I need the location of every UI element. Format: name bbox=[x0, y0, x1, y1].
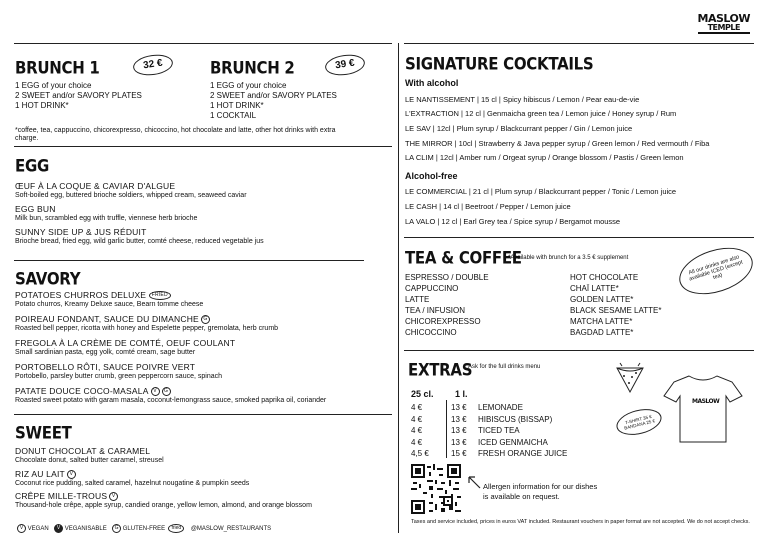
item-name: SUNNY SIDE UP & JUS RÉDUIT bbox=[15, 227, 147, 237]
item-name-row bbox=[15, 491, 395, 501]
footer-note: Taxes and service included, prices in euros VAT included. Restaurant vouchers in paper format are not accepted. We do not accept checks. bbox=[411, 519, 750, 525]
sweet-divider bbox=[14, 414, 392, 415]
list-item: TEA / INFUSION bbox=[405, 306, 466, 315]
item-desc: Potato churros, Kreamy Deluxe sauce, Bearn tomme cheese bbox=[15, 301, 204, 309]
list-item bbox=[15, 204, 390, 227]
egg-list bbox=[15, 181, 390, 250]
list-item bbox=[15, 469, 395, 491]
item-desc: Roasted bell pepper, ricotta with honey and Espelette pepper, gremolata, herb crumb bbox=[15, 325, 279, 333]
allergen-note: Allergen information for our dishes is available on request. bbox=[483, 482, 598, 501]
table-row bbox=[411, 425, 567, 437]
tea-note: *Available with brunch for a 3.5 € supplement bbox=[508, 255, 629, 261]
tea-right-list bbox=[570, 272, 661, 338]
item-name: RIZ AU LAIT bbox=[15, 469, 65, 479]
list-item bbox=[15, 181, 390, 204]
brunch1-lines bbox=[15, 81, 142, 111]
list-item bbox=[15, 446, 395, 469]
item-desc: Brioche bread, fried egg, wild garlic butter, comté cheese, reduced vegetable jus bbox=[15, 238, 264, 245]
list-item bbox=[15, 338, 395, 362]
instagram-handle: @MASLOW_RESTAURANTS bbox=[190, 526, 272, 533]
brunch2-title: BRUNCH 2 bbox=[210, 58, 295, 78]
cocktail-item: THE MIRROR | 10cl | Strawberry & Java pepper syrup / Green lemon / Red vermouth / Fiba bbox=[405, 139, 710, 148]
item-desc: Portobello, parsley butter crumb, green peppercorn sauce, spinach bbox=[15, 373, 223, 380]
alcohol-free-label: Alcohol-free bbox=[405, 171, 458, 181]
list-item bbox=[15, 386, 395, 410]
item-name: DONUT CHOCOLAT & CARAMEL bbox=[15, 446, 151, 456]
iced-stamp-text: All our drinks are also available ICED (except tea) bbox=[688, 254, 744, 283]
small-price: 4 € bbox=[411, 426, 423, 435]
list-item: BAGDAD LATTE* bbox=[570, 328, 634, 337]
item-name: FREGOLA À LA CRÈME DE COMTÉ, OEUF COULANT bbox=[15, 338, 236, 348]
cocktail-item: LE SAV | 12cl | Plum syrup / Blackcurrant pepper / Gin / Lemon juice bbox=[405, 124, 633, 133]
qr-code bbox=[411, 464, 461, 514]
small-price: 4 € bbox=[411, 414, 423, 424]
veganisable-icon: V bbox=[54, 524, 63, 533]
with-alcohol-label: With alcohol bbox=[405, 78, 459, 88]
item-desc: Small sardinian pasta, egg yolk, comté cream, sage butter bbox=[15, 349, 196, 356]
cocktail-item: LA VALO | 12 cl | Earl Grey tea / Spice syrup / Bergamot mousse bbox=[405, 217, 621, 226]
large-price: 13 € bbox=[451, 426, 467, 435]
extras-note: Ask for the full drinks menu bbox=[468, 364, 541, 370]
item-desc: Thousand-hole crêpe, apple syrup, candied orange, yellow lemon, almond, and orange blossom bbox=[15, 502, 312, 510]
fried-badge: fried bbox=[168, 524, 184, 533]
large-price: 15 € bbox=[451, 449, 467, 458]
large-price: 13 € bbox=[451, 437, 467, 447]
item-name: PORTOBELLO RÔTI, SAUCE POIVRE VERT bbox=[15, 362, 196, 372]
list-item: CHICOCCINO bbox=[405, 328, 457, 337]
list-item bbox=[15, 491, 395, 513]
gluten-free-icon: G bbox=[112, 524, 121, 533]
large-price: 13 € bbox=[451, 403, 467, 412]
vegan-icon: V bbox=[109, 492, 118, 501]
legend-vegan: VEGAN bbox=[27, 526, 49, 533]
brunch1-line: 1 HOT DRINK* bbox=[15, 101, 69, 110]
list-item: CHAÏ LATTE* bbox=[570, 284, 619, 293]
extras-divider bbox=[404, 350, 754, 351]
sweet-list bbox=[15, 446, 395, 513]
extras-title: EXTRAS bbox=[408, 360, 473, 380]
small-price: 4 € bbox=[411, 437, 423, 447]
savory-list bbox=[15, 290, 395, 410]
item-name: CRÊPE MILLE-TROUS bbox=[15, 491, 108, 501]
list-item: CHICOREXPRESSO bbox=[405, 317, 481, 326]
table-row bbox=[411, 414, 567, 426]
cocktails-title: SIGNATURE COCKTAILS bbox=[405, 54, 594, 74]
savory-divider bbox=[14, 260, 364, 261]
table-row bbox=[411, 448, 567, 460]
list-item: BLACK SESAME LATTE* bbox=[570, 306, 662, 315]
brunch2-line: 1 HOT DRINK* bbox=[210, 101, 264, 110]
top-divider-left bbox=[14, 43, 392, 44]
egg-title: EGG bbox=[15, 156, 49, 176]
list-item bbox=[15, 227, 390, 250]
item-name-row bbox=[15, 314, 395, 324]
large-price: 13 € bbox=[451, 414, 467, 424]
merch-label: T-SHIRT 35 € BANDANA 25 € bbox=[623, 413, 656, 431]
list-item: ESPRESSO / DOUBLE bbox=[405, 273, 489, 282]
small-price: 4,5 € bbox=[411, 449, 429, 458]
savory-title: SAVORY bbox=[15, 269, 81, 289]
arrow-icon bbox=[466, 474, 482, 490]
legend-veganisable: VEGANISABLE bbox=[64, 526, 107, 533]
item-desc: Milk bun, scrambled egg with truffle, viennese herb brioche bbox=[15, 215, 198, 222]
brunch-note: *coffee, tea, cappuccino, chicorexpresso, chicoccino, hot chocolate and latte, other hot drinks with extra charge. bbox=[15, 127, 336, 142]
sweet-title: SWEET bbox=[15, 423, 72, 443]
item-desc: Chocolate donut, salted butter caramel, streusel bbox=[15, 457, 164, 464]
item-name: POIREAU FONDANT, SAUCE DU DIMANCHE bbox=[15, 314, 199, 324]
table-row bbox=[411, 402, 567, 414]
drink-name: FRESH ORANGE JUICE bbox=[478, 449, 568, 458]
merch-oval bbox=[614, 405, 664, 439]
extras-col1-header: 25 cl. bbox=[411, 389, 434, 399]
tea-title: TEA & COFFEE bbox=[405, 248, 522, 268]
list-item bbox=[15, 314, 395, 338]
vegan-icon: V bbox=[151, 387, 160, 396]
item-name-row bbox=[15, 386, 395, 396]
brunch2-price: 39 € bbox=[324, 52, 366, 77]
legend-gluten: GLUTEN-FREE bbox=[122, 526, 166, 533]
top-divider-right bbox=[404, 43, 754, 44]
list-item: LATTE bbox=[405, 295, 430, 304]
vegan-icon: V bbox=[17, 524, 26, 533]
item-name: ŒUF À LA COQUE & CAVIAR D'ALGUE bbox=[15, 181, 176, 191]
drink-name: LEMONADE bbox=[478, 403, 523, 412]
table-row bbox=[411, 437, 567, 449]
cocktail-item: LA CLIM | 12cl | Amber rum / Orgeat syrup / Orange blossom / Pastis / Green lemon bbox=[405, 153, 684, 162]
brunch1-line: 1 EGG of your choice bbox=[15, 81, 92, 90]
item-name-row bbox=[15, 469, 395, 479]
tshirt-icon bbox=[662, 372, 744, 444]
list-item bbox=[15, 290, 395, 314]
cocktail-item: LE CASH | 14 cl | Beetroot / Pepper / Lemon juice bbox=[405, 202, 571, 211]
logo-line2: TEMPLE bbox=[698, 23, 750, 34]
item-name: PATATE DOUCE COCO-MASALA bbox=[15, 386, 149, 396]
brunch2-line: 1 COCKTAIL bbox=[210, 111, 257, 120]
brunch2-lines bbox=[210, 81, 337, 121]
tshirt-print: MASLOW bbox=[692, 398, 720, 405]
cocktail-item: LE COMMERCIAL | 21 cl | Plum syrup / Blackcurrant pepper / Tonic / Lemon juice bbox=[405, 187, 677, 196]
legend bbox=[15, 524, 271, 533]
tea-left-list bbox=[405, 272, 489, 338]
center-divider bbox=[398, 43, 399, 533]
egg-divider bbox=[14, 146, 392, 147]
gluten-free-icon: G bbox=[201, 315, 210, 324]
bandana-icon bbox=[612, 362, 648, 396]
list-item: HOT CHOCOLATE bbox=[570, 273, 639, 282]
fried-badge: FRIED bbox=[149, 291, 171, 300]
list-item: GOLDEN LATTE* bbox=[570, 295, 634, 304]
brunch1-price: 32 € bbox=[132, 52, 174, 77]
iced-stamp bbox=[673, 239, 758, 302]
gluten-free-icon: G bbox=[162, 387, 171, 396]
cocktail-item: LE NANTISSEMENT | 15 cl | Spicy hibiscus / Lemon / Pear eau-de-vie bbox=[405, 95, 640, 104]
brunch1-title: BRUNCH 1 bbox=[15, 58, 100, 78]
vegan-icon: V bbox=[67, 470, 76, 479]
item-name: EGG BUN bbox=[15, 204, 56, 214]
list-item bbox=[15, 362, 395, 386]
brunch2-line: 2 SWEET and/or SAVORY PLATES bbox=[210, 91, 337, 100]
drink-name: ICED GENMAICHA bbox=[478, 437, 548, 447]
list-item: MATCHA LATTE* bbox=[570, 317, 633, 326]
item-name-row bbox=[15, 290, 395, 300]
small-price: 4 € bbox=[411, 403, 423, 412]
drink-name: TICED TEA bbox=[478, 426, 520, 435]
extras-col2-header: 1 l. bbox=[455, 389, 468, 399]
item-name: POTATOES CHURROS DELUXE bbox=[15, 290, 147, 300]
tea-divider bbox=[404, 237, 754, 238]
brunch1-line: 2 SWEET and/or SAVORY PLATES bbox=[15, 91, 142, 100]
logo bbox=[698, 14, 750, 34]
item-desc: Soft-boiled egg, buttered brioche soldiers, whipped cream, seaweed caviar bbox=[15, 192, 247, 199]
logo-line1: MASLOW bbox=[697, 12, 750, 25]
item-desc: Coconut rice pudding, salted caramel, hazelnut nougatine & pumpkin seeds bbox=[15, 480, 250, 488]
cocktail-item: L'EXTRACTION | 12 cl | Genmaicha green tea / Lemon juice / Honey syrup / Rum bbox=[405, 109, 677, 118]
list-item: CAPPUCCINO bbox=[405, 284, 459, 293]
extras-table bbox=[411, 402, 567, 460]
brunch2-line: 1 EGG of your choice bbox=[210, 81, 287, 90]
drink-name: HIBISCUS (BISSAP) bbox=[478, 414, 553, 424]
item-desc: Roasted sweet potato with garam masala, coconut-lemongrass sauce, smoked paprika oil, coriander bbox=[15, 397, 327, 405]
